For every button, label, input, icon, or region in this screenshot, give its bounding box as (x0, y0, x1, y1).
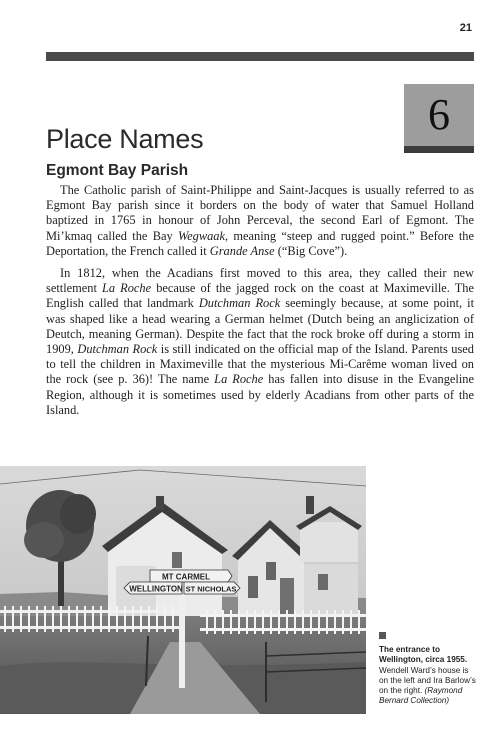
text-run: , meaning “steep and rugged point.” Before the Deportation, the French called it (46, 228, 474, 258)
text-run: is still indicated on the official map of the Island. Parents used to tell the children in Maximeville that the mysterious Mi-Carême woman lived on the rock (see p. 36)! The name (46, 342, 474, 387)
caption-credit: (Raymond Bernard Collection) (379, 686, 463, 706)
header-rule (46, 52, 474, 61)
italic-term: Grande Anse (209, 243, 275, 258)
sign-wellington-label: WELLINGTON (129, 584, 183, 594)
chapter-number-box (404, 84, 474, 146)
photo-caption (379, 645, 479, 707)
italic-term: Dutchman Rock (198, 296, 281, 311)
page-title: Place Names (46, 124, 204, 154)
italic-term: Wegwaak (177, 228, 226, 243)
italic-term: La Roche (102, 281, 152, 296)
section-heading: Egmont Bay Parish (46, 162, 189, 179)
caption-marker (379, 632, 386, 639)
text-run: because of the jagged rock on the coast at Maximeville. The English called that landmark (46, 281, 474, 311)
body-text (46, 183, 474, 425)
text-run: The Catholic parish of Saint-Philippe and Saint-Jacques is usually referred to as Egmont Bay parish since it borders on the body of water that Samuel Holland baptized in 1765 in honour of John Perceval, the second Earl of Egmont. The Mi’kmaq called the Bay (46, 183, 474, 243)
paragraph-1 (46, 183, 474, 259)
wellington-photo-scene (0, 466, 366, 714)
italic-term: Dutchman Rock (77, 342, 158, 357)
caption-title: The entrance to Wellington, circa 1955. (379, 645, 468, 665)
page-number: 21 (459, 22, 472, 34)
italic-term: La Roche (214, 372, 264, 387)
text-run: has fallen into disuse in the Evangeline Region, although it is sometimes used by elderly Acadians from other parts of the Island. (46, 372, 475, 417)
sign-st-nicholas-label: ST NICHOLAS (185, 584, 237, 594)
caption-body: Wendell Ward’s house is on the left and Ira Barlow’s on the right. (379, 665, 476, 696)
sign-mt-carmel-label: MT CARMEL (162, 572, 210, 582)
paragraph-2 (46, 266, 474, 418)
chapter-rule (404, 146, 474, 153)
text-run: seemingly because, at some point, it was shaped like a head wearing a German helmet (Dutch being an anglicization of Deutch, meaning German). Despite the fact that the rock broke off during a storm in 1909, (46, 296, 475, 357)
text-run: (“Big Cove”). (274, 243, 348, 258)
wellington-photo (0, 466, 366, 714)
text-run: In 1812, when the Acadians first moved to this area, they called their new settlement (46, 266, 474, 296)
chapter-number: 6 (428, 90, 450, 139)
